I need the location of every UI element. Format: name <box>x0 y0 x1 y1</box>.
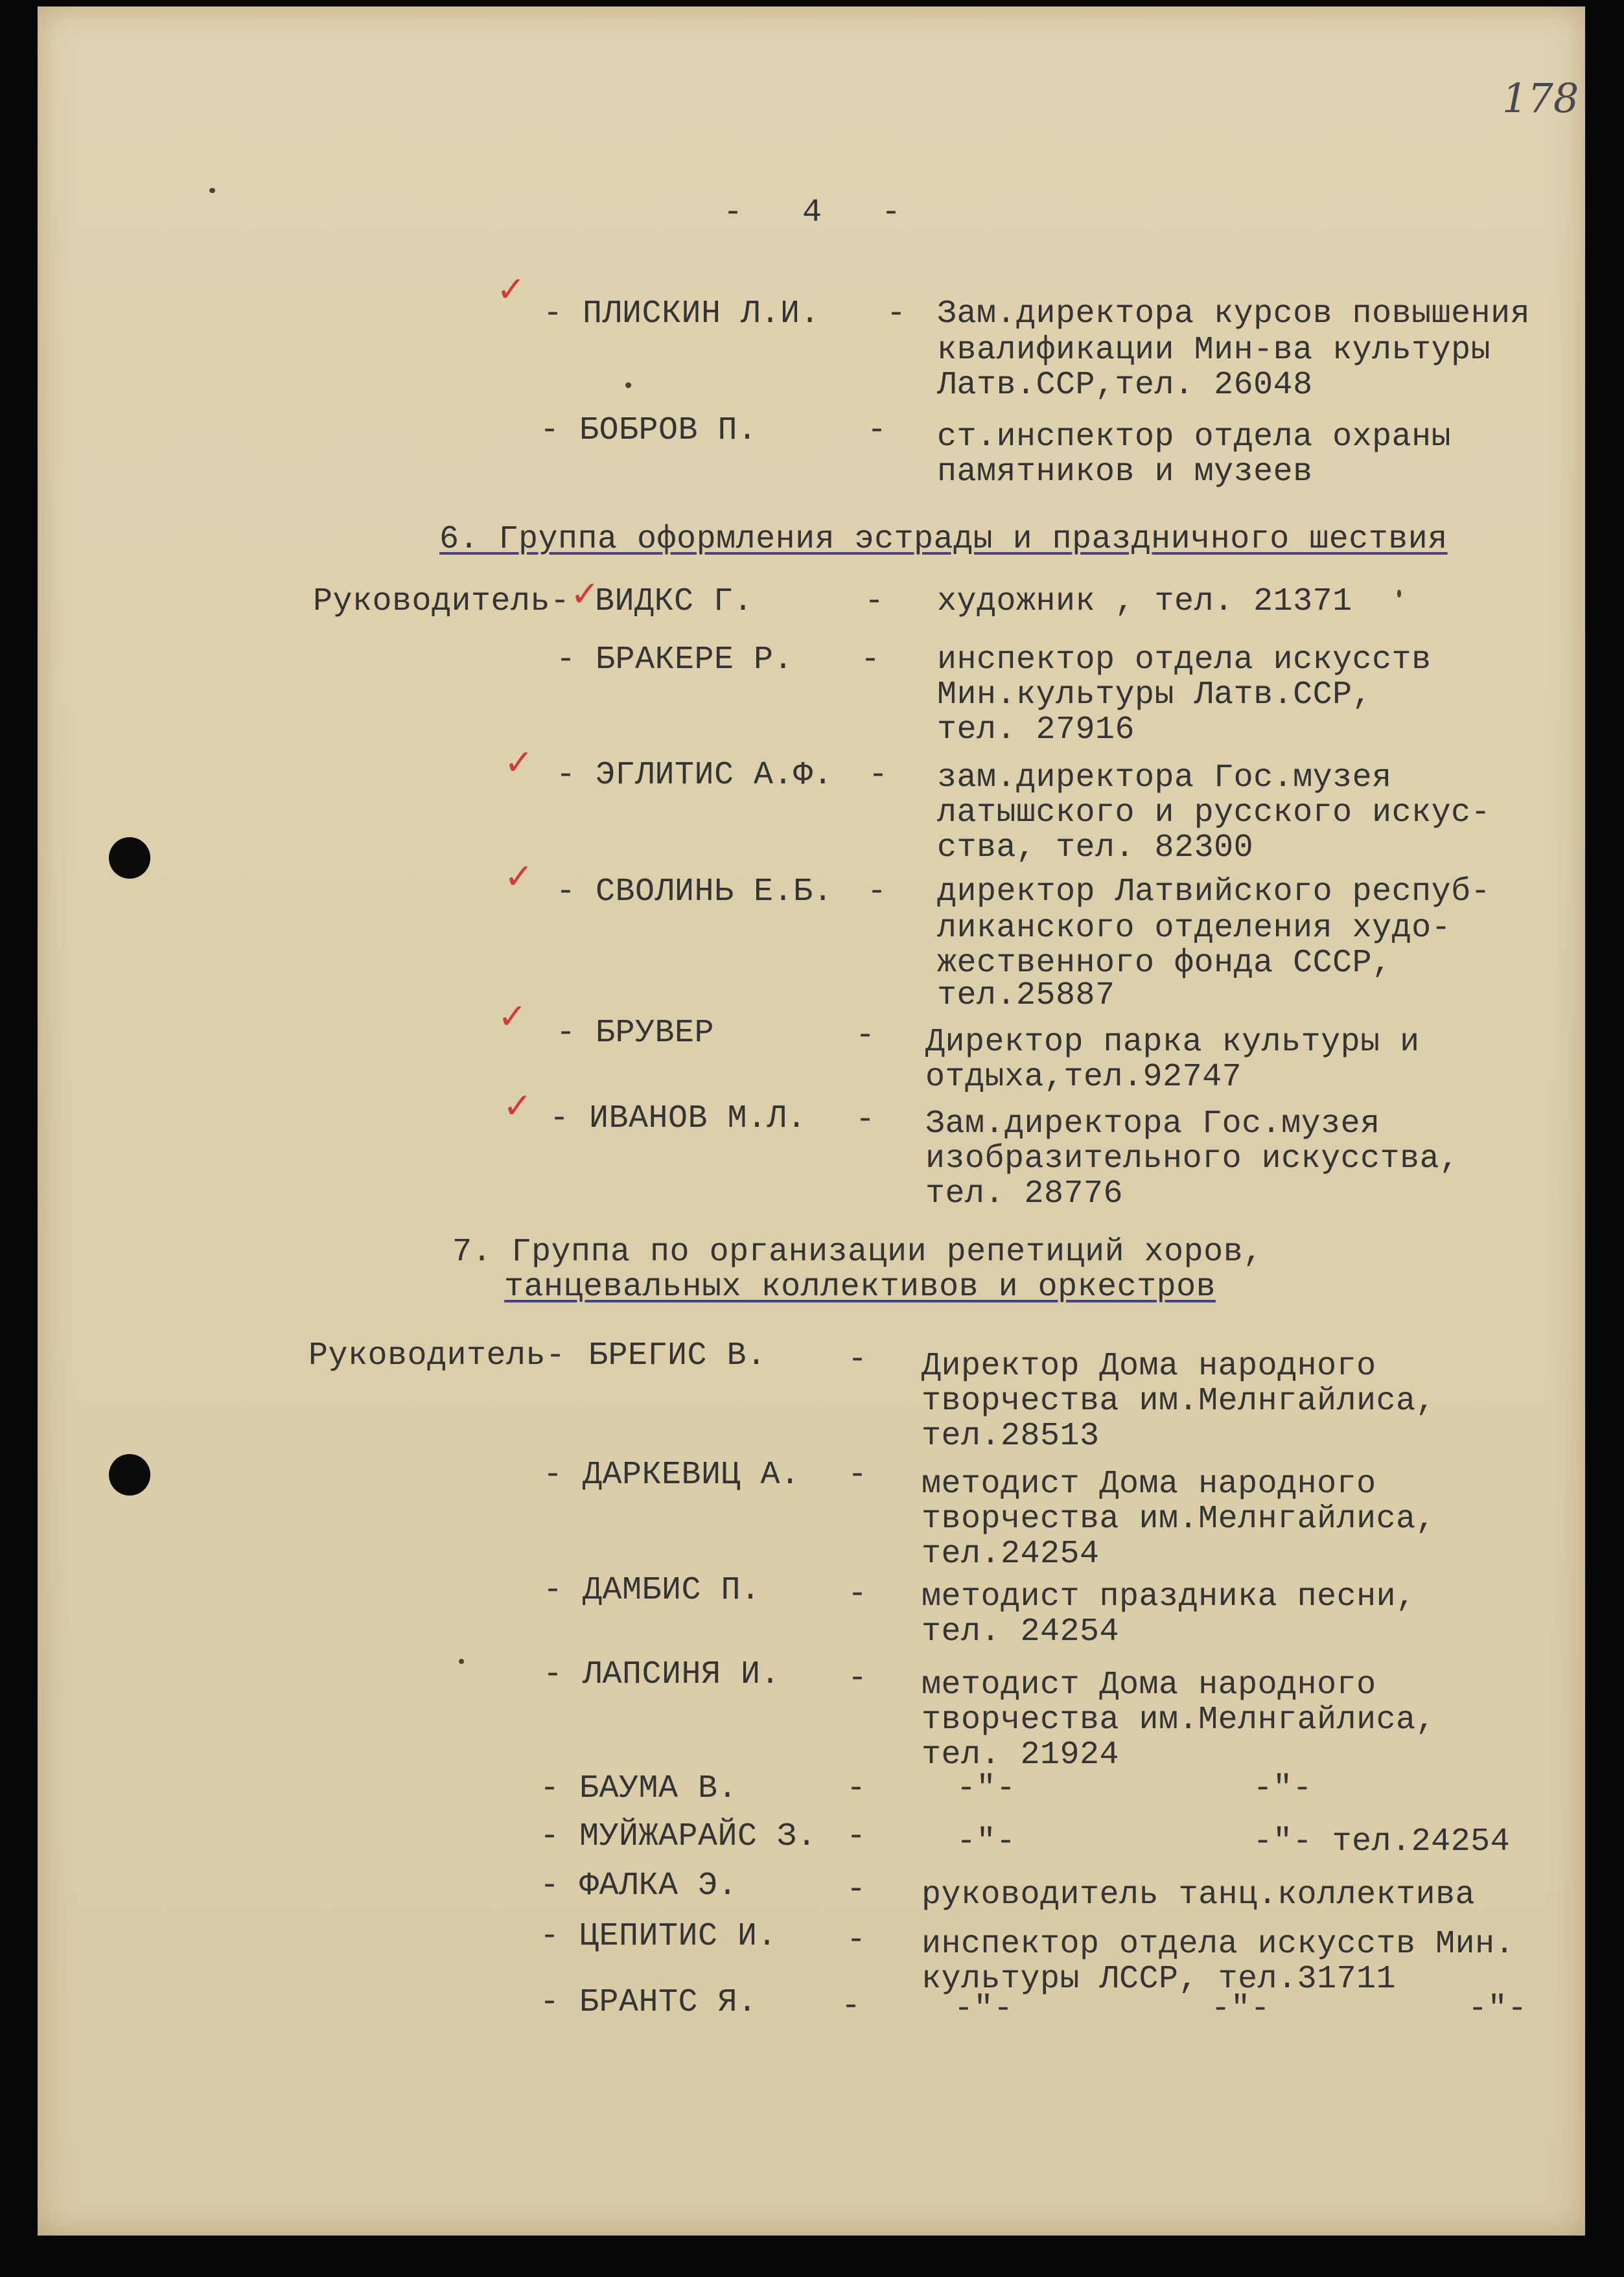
leader-label: Руководитель- <box>313 583 570 620</box>
person-desc-line: ст.инспектор отдела охраны <box>937 419 1452 456</box>
person-name: - БАУМА В. <box>540 1770 738 1807</box>
person-name: - ЦЕПИТИС И. <box>540 1918 778 1955</box>
person-desc-line: Директор парка культуры и <box>925 1024 1420 1061</box>
dash: - <box>846 1922 866 1959</box>
dash: - <box>848 1576 868 1613</box>
ditto-marks: -"- -"- <box>957 1770 1313 1807</box>
person-desc-line: тел. 21924 <box>922 1737 1120 1774</box>
dash: - <box>848 1457 868 1494</box>
person-desc-line: Мин.культуры Латв.ССР, <box>937 676 1373 713</box>
paper-speck <box>459 1659 464 1664</box>
section-7-heading: 7. Группа по организации репетиций хоров, <box>452 1234 1263 1271</box>
person-name: - БРАКЕРЕ Р. <box>556 641 794 678</box>
person-name: - БОБРОВ П. <box>540 412 758 449</box>
paper-speck <box>209 188 215 193</box>
page-marker: - 4 - <box>723 194 901 231</box>
person-desc-line: творчества им.Мелнгайлиса, <box>922 1501 1436 1538</box>
person-desc-line: памятников и музеев <box>937 454 1313 491</box>
dash: - <box>846 1770 866 1807</box>
person-name: - ПЛИСКИН Л.И. <box>543 295 820 332</box>
person-desc-line: культуры ЛССР, тел.31711 <box>922 1961 1397 1998</box>
person-desc-line: Зам.директора курсов повышения <box>937 295 1531 332</box>
person-desc-line: инспектор отдела искусств Мин. <box>922 1926 1515 1963</box>
person-desc-line: творчества им.Мелнгайлиса, <box>922 1702 1436 1739</box>
person-desc-line: зам.директора Гос.музея <box>937 759 1392 796</box>
person-desc-line: художник , тел. 21371 <box>937 583 1352 620</box>
dash: - <box>846 1818 866 1855</box>
handwritten-page-number: 178 <box>1502 75 1579 122</box>
person-name: - ФАЛКА Э. <box>540 1867 738 1904</box>
check-mark-icon: ✓ <box>496 269 526 310</box>
check-mark-icon: ✓ <box>498 996 528 1037</box>
person-desc-line: тел. 24254 <box>922 1613 1120 1650</box>
person-desc-line: латышского и русского искус- <box>937 794 1491 831</box>
person-desc-line: Зам.директора Гос.музея <box>925 1105 1380 1142</box>
person-desc-line: руководитель танц.коллектива <box>922 1877 1476 1913</box>
person-name: - ЛАПСИНЯ И. <box>543 1656 781 1693</box>
person-name: БРЕГИС В. <box>588 1337 767 1374</box>
person-name: - ИВАНОВ М.Л. <box>550 1100 807 1137</box>
person-name: - СВОЛИНЬ Е.Б. <box>556 873 833 910</box>
section-7-heading-continued: танцевальных коллективов и оркестров <box>504 1269 1216 1306</box>
paper-speck <box>1397 590 1401 597</box>
person-desc-line: изобразительного искусства, <box>925 1140 1459 1177</box>
person-name: ВИДКС Г. <box>595 583 754 620</box>
check-mark-icon: ✓ <box>504 856 534 897</box>
dash: - <box>867 412 887 449</box>
dash: - <box>848 1660 868 1697</box>
person-desc-line: ликанского отделения худо- <box>937 910 1452 947</box>
person-name: - ДАМБИС П. <box>543 1572 761 1609</box>
dash: - <box>848 1341 868 1378</box>
person-desc-line: Директор Дома народного <box>922 1348 1376 1385</box>
person-desc-line: тел.25887 <box>937 977 1115 1014</box>
dash: - <box>855 1102 876 1138</box>
person-name: - МУЙЖАРАЙС З. <box>540 1818 817 1855</box>
dash: - <box>887 295 907 332</box>
person-desc-line: тел.28513 <box>922 1418 1100 1455</box>
dash: - <box>864 583 885 620</box>
person-desc-line: тел. 28776 <box>925 1175 1124 1212</box>
leader-label: Руководитель- <box>308 1337 566 1374</box>
person-name: - БРУВЕР <box>556 1015 715 1052</box>
person-desc-line: жественного фонда СССР, <box>937 945 1392 982</box>
section-6-heading: 6. Группа оформления эстрады и праздничного шествия <box>439 521 1448 558</box>
person-desc-line: тел. 27916 <box>937 711 1135 748</box>
check-mark-icon: ✓ <box>503 1085 533 1126</box>
person-desc-line: методист праздника песни, <box>922 1578 1416 1615</box>
person-desc-line: инспектор отдела искусств <box>937 641 1432 678</box>
dash: - <box>861 641 881 678</box>
archival-page <box>38 6 1585 2236</box>
person-desc-line: ства, тел. 82300 <box>937 829 1254 866</box>
person-desc-line: квалификации Мин-ва культуры <box>937 332 1491 369</box>
person-name: - ЭГЛИТИС А.Ф. <box>556 757 833 794</box>
dash: - <box>855 1017 876 1054</box>
person-desc-line: методист Дома народного <box>922 1667 1376 1704</box>
ditto-marks: -"- -"- тел.24254 <box>957 1823 1511 1860</box>
dash: - <box>846 1871 866 1908</box>
dash: - <box>867 873 887 910</box>
ditto-marks: -"- -"- -"- <box>954 1991 1527 2028</box>
person-desc-line: директор Латвийского респуб- <box>937 873 1491 910</box>
person-desc-line: творчества им.Мелнгайлиса, <box>922 1383 1436 1420</box>
person-name: - ДАРКЕВИЦ А. <box>543 1457 800 1494</box>
person-desc-line: отдыха,тел.92747 <box>925 1059 1242 1096</box>
person-name: - БРАНТС Я. <box>540 1984 758 2021</box>
dash: - <box>841 1988 861 2025</box>
person-desc-line: методист Дома народного <box>922 1466 1376 1503</box>
person-desc-line: Латв.ССР,тел. 26048 <box>937 367 1313 404</box>
person-desc-line: тел.24254 <box>922 1536 1100 1573</box>
punch-hole <box>109 1454 150 1496</box>
dash: - <box>868 757 888 794</box>
check-mark-icon: ✓ <box>504 742 534 783</box>
punch-hole <box>109 837 150 879</box>
paper-speck <box>625 382 631 388</box>
check-mark-icon: ✓ <box>570 573 600 614</box>
